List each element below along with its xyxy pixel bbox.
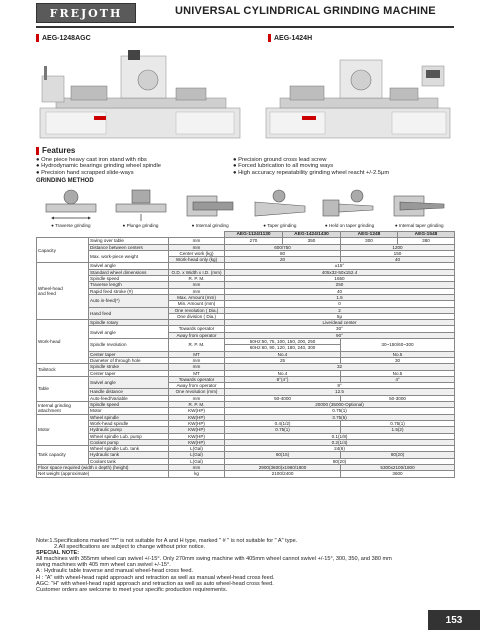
header-divider (36, 26, 454, 28)
row-unit: KW(HP) (169, 433, 225, 439)
table-cell: 50-4000 (225, 395, 341, 401)
row-unit: One revolution (mm) (169, 389, 225, 395)
row-label: Center taper (89, 370, 169, 376)
table-cell: 350 (283, 238, 341, 244)
row-unit: Max. Amount (mm) (169, 294, 225, 300)
page-header (0, 0, 480, 30)
group-label: Motor (37, 414, 89, 445)
row-label: Coolant pump (89, 439, 169, 445)
row-label: Swivel angle (89, 376, 169, 389)
table-cell: No.4 (225, 351, 341, 357)
row-unit: MT (169, 351, 225, 357)
note-line: Customer orders are welcome to meet your specific production requirements. (36, 586, 228, 593)
table-cell: 60Hz:60, 90, 120, 180, 240, 300 (225, 345, 341, 351)
row-unit: mm (169, 395, 225, 401)
red-marker-icon (36, 147, 39, 155)
table-cell: Live/dead center (225, 320, 455, 326)
row-unit: L(Gal) (169, 446, 225, 452)
table-row (37, 471, 455, 477)
table-cell: 40 (225, 288, 455, 294)
page-title: UNIVERSAL CYLINDRICAL GRINDING MACHINE (175, 5, 436, 17)
table-cell: 1.5(2) (341, 427, 455, 433)
table-cell: 0.1(1/8) (225, 433, 455, 439)
special-note-title: SPECIAL NOTE: (36, 550, 80, 557)
table-cell: No.4 (225, 370, 341, 376)
group-label: Tank capacity (37, 446, 89, 465)
model-label-right (268, 34, 312, 42)
specification-table (36, 231, 455, 478)
row-label: Wheel spindle Lub. pump (89, 433, 169, 439)
note-line: AGC: "H" with wheel-head rapid approach and retraction as well as auto wheel-head cross feed. (36, 580, 274, 587)
row-unit: KW(HP) (169, 414, 225, 420)
table-cell: 1.5 (225, 294, 455, 300)
grinding-method-title: GRINDING METHOD (36, 178, 94, 184)
table-cell: No.5 (341, 370, 455, 376)
row-label: Floor space required (width x depth) (height) (37, 464, 169, 470)
brand-logo-text: FREJOTH (49, 6, 123, 20)
row-unit: Towards operator (169, 326, 225, 332)
row-label: Net weight (approximate) (37, 471, 169, 477)
row-label: Hand feed (89, 307, 169, 320)
table-cell: 600/750 (225, 244, 341, 250)
table-cell: 80(20) (225, 458, 455, 464)
table-cell: 25 (225, 357, 341, 363)
table-cell: 40 (341, 257, 455, 263)
row-unit: Min. Amount (mm) (169, 301, 225, 307)
row-unit: R. P. M. (169, 276, 225, 282)
row-label: Hydraulic pump (89, 427, 169, 433)
row-unit: Away from operator (169, 332, 225, 338)
internal-taper-grinding-diagram (388, 188, 450, 222)
taper-grinding-diagram (249, 188, 311, 222)
grinding-methods (36, 188, 454, 232)
row-unit: KW(HP) (169, 439, 225, 445)
row-unit: KW(HP) (169, 408, 225, 414)
table-cell: 90° (225, 332, 455, 338)
row-unit: Center work (kg) (169, 250, 225, 256)
row-label: Wheel spindle (89, 414, 169, 420)
row-label: Swivel angle (89, 263, 169, 269)
row-label: Distance between centers (89, 244, 169, 250)
table-cell: 12.5 (225, 389, 455, 395)
table-cell: 5300x2100/1800 (341, 464, 455, 470)
row-unit: mm (169, 357, 225, 363)
features-title (36, 146, 75, 155)
table-cell: 1650 (225, 276, 455, 282)
row-unit: R. P. M. (169, 402, 225, 408)
page-number: 153 (445, 614, 463, 626)
row-unit: Away from operator (169, 383, 225, 389)
table-cell: 0 (225, 301, 455, 307)
row-label: Auto in-feed(*) (89, 294, 169, 307)
features-heading: Features (42, 146, 76, 155)
row-label: Handle distance (89, 389, 169, 395)
table-cell: 380 (398, 238, 455, 244)
group-label: Table (37, 376, 89, 401)
method-taper (245, 188, 315, 232)
row-label: Rapid feed stroke (#) (89, 288, 169, 294)
plunge-grinding-diagram (110, 188, 172, 222)
row-unit: L(Gal) (169, 458, 225, 464)
note-line: Note:1.Specifications marked "**" is not suitable for A and H type, marked " # " is not suitable for " A" type. (36, 538, 298, 544)
table-cell: 80 (225, 250, 341, 256)
internal-grinding-diagram (179, 188, 241, 222)
table-cell: 50Hz:50, 75, 100, 150, 200, 250 (225, 339, 341, 345)
model-name-left: AEG-1248AGC (42, 34, 91, 42)
row-unit: Work-head only (kg) (169, 257, 225, 263)
row-unit: mm (169, 238, 225, 244)
machine-photo-left (36, 46, 246, 142)
model-label-left (36, 34, 91, 42)
table-cell: 30 (341, 357, 455, 363)
table-cell: 30° (225, 326, 455, 332)
features-list-left (36, 157, 161, 176)
table-cell: 80(20) (341, 452, 455, 458)
row-unit: mm (169, 244, 225, 250)
table-cell: 20 (225, 257, 341, 263)
row-label: Spindle speed (89, 402, 169, 408)
row-label: Work-head spindle (89, 420, 169, 426)
table-cell: 9° (225, 383, 455, 389)
table-cell: No.5 (341, 351, 455, 357)
row-unit: Towards operator (169, 376, 225, 382)
row-unit: mm (169, 282, 225, 288)
method-internal-taper (384, 188, 454, 232)
group-label: Wheel-head and feed (37, 263, 89, 320)
method-held-taper (315, 188, 385, 232)
row-label: Hydraulic tank (89, 452, 169, 458)
row-label: Motor (89, 408, 169, 414)
table-cell: 4° (341, 376, 455, 382)
column-header: AEG-1248 (341, 232, 398, 238)
table-cell: 2100/2400 (225, 471, 341, 477)
table-cell: 0.75(1) (225, 408, 455, 414)
row-unit: mm (169, 288, 225, 294)
row-label: Diameter of through hole (89, 357, 169, 363)
row-label: Swivel angle (89, 326, 169, 339)
group-label: Tailstock (37, 364, 89, 377)
table-cell: 50-3000 (341, 395, 455, 401)
brand-logo (36, 3, 136, 23)
traverse-grinding-diagram (40, 188, 102, 222)
row-label: Traverse length (89, 282, 169, 288)
row-label: Spindle speed (89, 276, 169, 282)
table-cell: 2 (225, 307, 455, 313)
method-label: ● Internal grinding (191, 223, 229, 228)
row-unit: kg (169, 471, 225, 477)
table-cell: 32 (225, 364, 455, 370)
method-label: ● Plunge grinding (122, 223, 159, 228)
column-header: AEG-1424/1430 (283, 232, 341, 238)
table-cell: 20000 (35000-Optional) (225, 402, 455, 408)
row-unit: One division ( Dia.) (169, 313, 225, 319)
table-cell: 0.75(1) (341, 420, 455, 426)
table-cell: 250 (225, 282, 455, 288)
row-unit: L(Gal) (169, 452, 225, 458)
row-label: Wheel spindle Lub. tank (89, 446, 169, 452)
machine-photo-right (262, 46, 454, 142)
table-cell: 8°(4°) (225, 376, 341, 382)
feature-item: ● Precision hand scrapped slide-ways (36, 169, 134, 176)
table-cell: 270 (225, 238, 283, 244)
table-cell: 24(6) (225, 446, 455, 452)
model-name-right: AEG-1424H (274, 34, 313, 42)
row-unit: O.D. x Width x I.D. (mm) (169, 269, 225, 275)
table-cell: 0.75(1) (225, 427, 341, 433)
method-label: ● Internal taper grinding (394, 223, 444, 228)
row-unit: MT (169, 370, 225, 376)
row-unit: mm (169, 464, 225, 470)
note-line: All machines with 355mm wheel can swivel +/-15°. Only 270mm swing machine with 405mm wheel cannot swivel +/-15°, 300, 350, and 380 mm (36, 556, 392, 563)
row-label: Swing over table (89, 238, 169, 244)
feature-item: ● Hydrodynamic bearings grinding wheel spindle (36, 163, 161, 170)
row-unit: KW(HP) (169, 427, 225, 433)
row-label: Center taper (89, 351, 169, 357)
method-traverse (36, 188, 106, 232)
table-cell: 150 (341, 250, 455, 256)
table-cell: 1200 (341, 244, 455, 250)
row-label: Spindle revolution (89, 339, 169, 352)
column-header: AEG-1548 (398, 232, 455, 238)
row-label: Auto-feed/Variable (89, 395, 169, 401)
notes-section (36, 538, 454, 593)
table-cell: 5μ (225, 313, 455, 319)
row-unit: One revolution ( Dia.) (169, 307, 225, 313)
table-cell: 0.4(1/2) (225, 420, 341, 426)
table-cell: ±15° (225, 263, 455, 269)
note-line: swing machines with 405 mm wheel can swivel +/-15°. (36, 562, 171, 569)
red-marker-icon (268, 34, 271, 42)
table-cell: 30~150/60~300 (341, 339, 455, 352)
table-cell: 3600 (341, 471, 455, 477)
row-unit: KW(HP) (169, 420, 225, 426)
note-line: H : "A" with wheel-head rapid approach and retraction as well as manual wheel-head cross feed. (36, 574, 275, 581)
column-header: AEG-1124/1130 (225, 232, 283, 238)
method-label: ● Traverse grinding (51, 223, 91, 228)
row-label: Spindle rotary (89, 320, 169, 326)
table-cell: 3.75(5) (225, 414, 455, 420)
row-label: Max. work-piece weight (89, 250, 169, 263)
row-label: Spindle stroke (89, 364, 169, 370)
method-label: ● Taper grinding (263, 223, 297, 228)
features-list-right (233, 157, 389, 176)
group-label: Internal grinding attachment (37, 402, 89, 415)
table-cell: 2900(3600)x1980/1800 (225, 464, 341, 470)
group-label: Capacity (37, 238, 89, 263)
note-line: A : Hydraulic table traverse and manual wheel-head cross feed. (36, 568, 194, 575)
method-internal (175, 188, 245, 232)
table-cell: 0.2(1/4) (225, 439, 455, 445)
row-unit: R. P. M. (169, 339, 225, 352)
row-label: Coolant tank (89, 458, 169, 464)
note-line: 2.All specifications are subject to change without prior notice. (54, 544, 206, 551)
row-label: Standard wheel dimensions (89, 269, 169, 275)
page-number-badge (428, 610, 480, 630)
feature-item: ● Precision ground cross lead screw (233, 157, 327, 163)
row-unit: mm (169, 364, 225, 370)
table-cell: 405x32-50x152.4 (225, 269, 455, 275)
feature-item: ● One piece heavy cast iron stand with ribs (36, 157, 147, 163)
table-cell: 300 (341, 238, 398, 244)
feature-item: ● Forced lubrication to all moving ways (233, 163, 334, 170)
method-label: ● Held on taper grinding (324, 223, 375, 228)
group-label: Work-head (37, 320, 89, 364)
method-plunge (106, 188, 176, 232)
red-marker-icon (36, 34, 39, 42)
feature-item: ● High accuracy repeatability grinding wheel reacht +/-2.5μm (233, 169, 390, 176)
held-taper-grinding-diagram (319, 188, 381, 222)
table-cell: 60(15) (225, 452, 341, 458)
